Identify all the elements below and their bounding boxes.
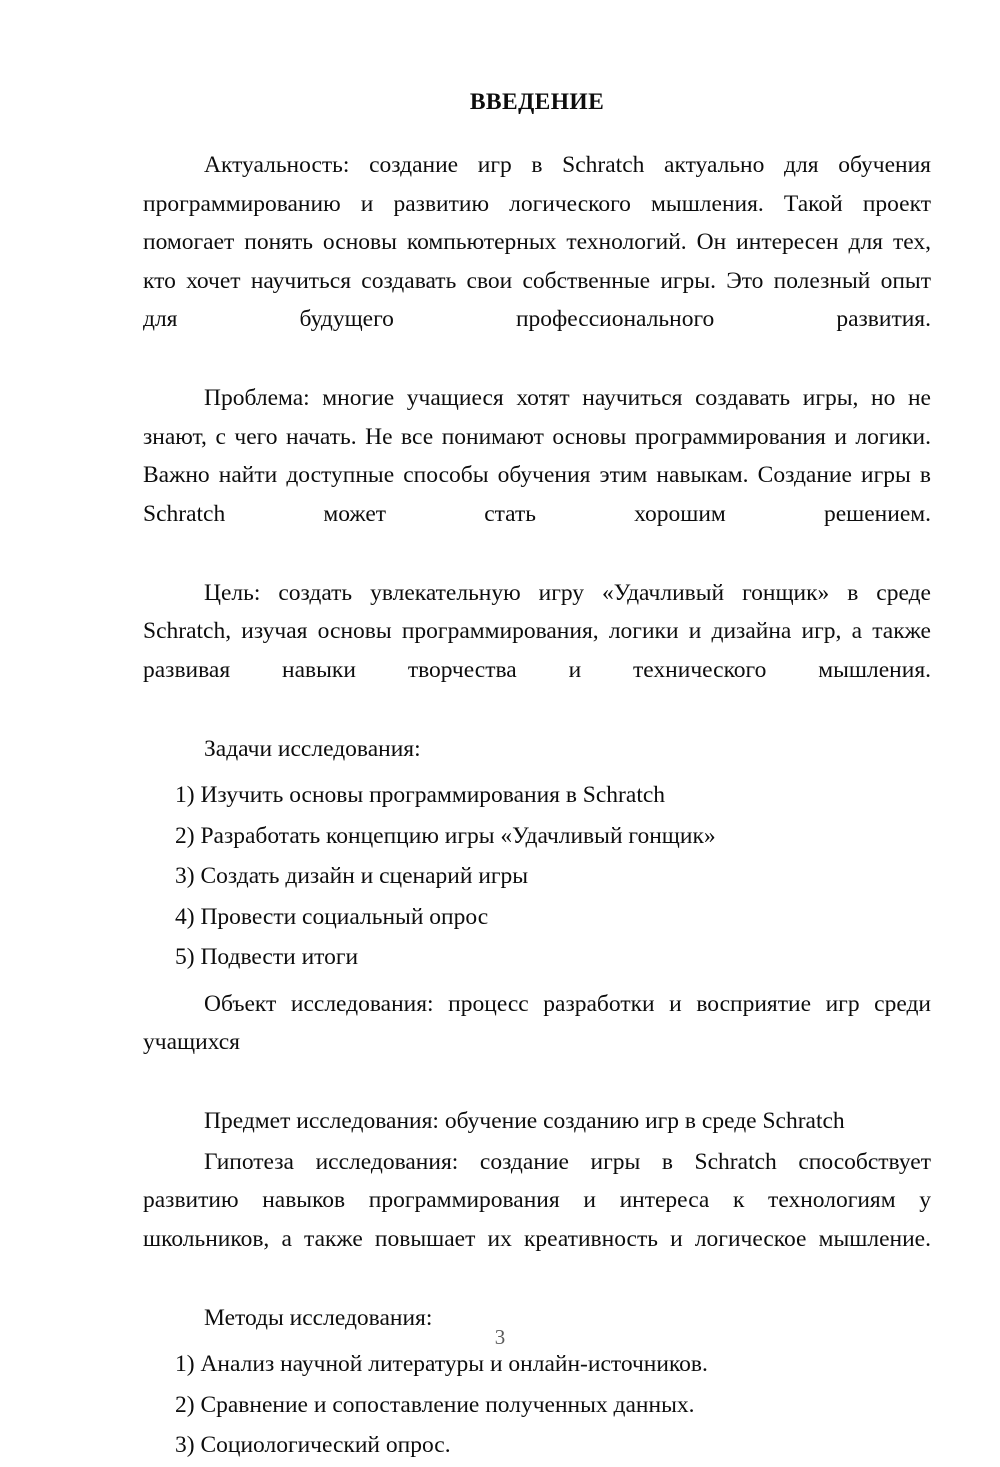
page-title: ВВЕДЕНИЕ xyxy=(469,89,605,115)
paragraph-problem: Проблема: многие учащиеся хотят научиться создавать игры, но не знают, с чего начать. Не все понимают основы программирования и логики. Важно найти доступные способы обучения этим навыкам. Создание игры в Schratch может стать хорошим решением. xyxy=(143,385,931,527)
list-item: 5) Подвести итоги xyxy=(175,944,359,971)
paragraph-subject: Предмет исследования: обучение созданию игр в среде Schratch xyxy=(204,1108,845,1135)
list-item: 1) Анализ научной литературы и онлайн-источников. xyxy=(175,1351,708,1378)
list-item: 3) Социологический опрос. xyxy=(175,1432,451,1459)
page-number: 3 xyxy=(494,1325,506,1349)
list-item: 3) Создать дизайн и сценарий игры xyxy=(175,863,529,890)
methods-label: Методы исследования: xyxy=(204,1304,433,1331)
document-body xyxy=(143,88,931,1467)
tasks-label: Задачи исследования: xyxy=(204,735,421,762)
list-item: 4) Провести социальный опрос xyxy=(175,903,489,930)
paragraph-object: Объект исследования: процесс разработки и восприятие игр среди учащихся xyxy=(143,990,931,1056)
paragraph-hypothesis: Гипотеза исследования: создание игры в Schratch способствует развитию навыков программирования и интереса к технологиям у школьников, а также повышает их креативность и логическое мышление. xyxy=(143,1148,931,1252)
list-item: 1) Изучить основы программирования в Schratch xyxy=(175,782,666,809)
paragraph-relevance: Актуальность: создание игр в Schratch актуально для обучения программированию и развитию логического мышления. Такой проект помогает понять основы компьютерных технологий. Он интересен для тех, кто хочет научиться создавать свои собственные игры. Это полезный опыт для будущего профессионального развития. xyxy=(143,152,931,333)
paragraph-goal: Цель: создать увлекательную игру «Удачливый гонщик» в среде Schratch, изучая основы программирования, логики и дизайна игр, а также развивая навыки творчества и технического мышления. xyxy=(143,579,931,683)
list-item: 2) Разработать концепцию игры «Удачливый гонщик» xyxy=(175,822,716,849)
list-item: 2) Сравнение и сопоставление полученных данных. xyxy=(175,1391,695,1418)
